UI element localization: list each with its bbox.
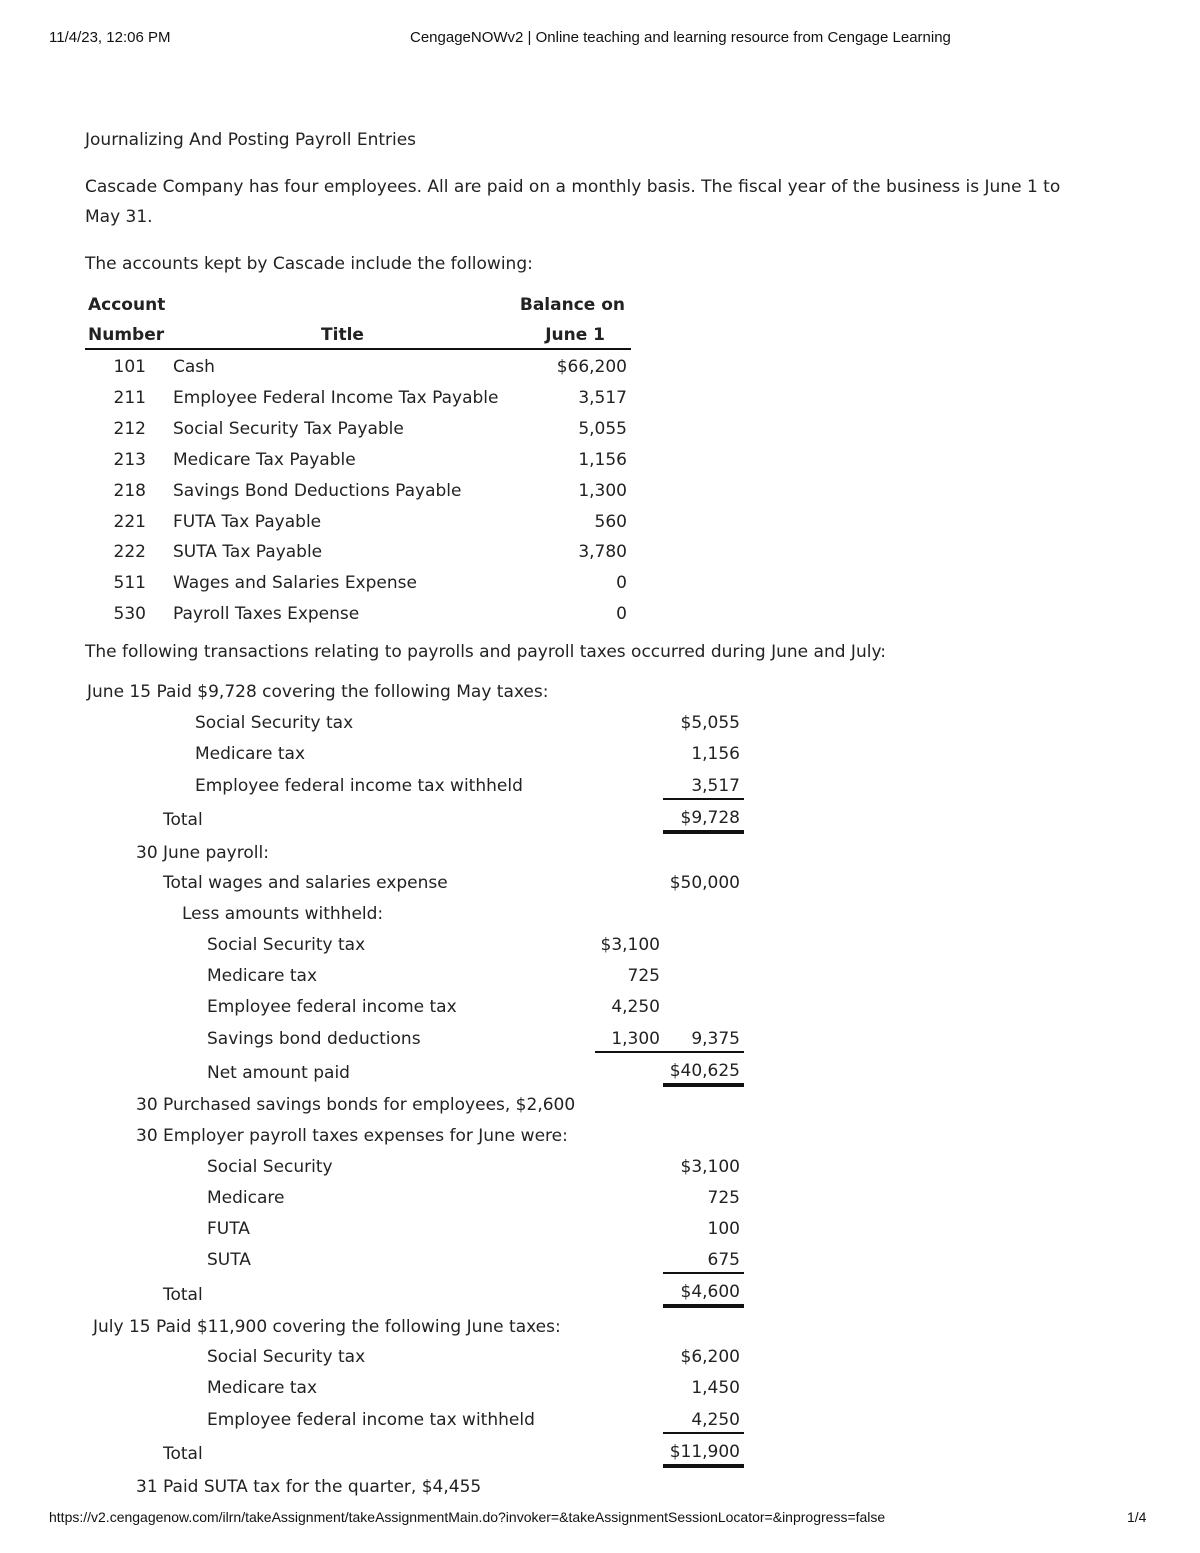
header-rule	[85, 348, 631, 350]
account-balance: 3,517	[578, 388, 627, 408]
line-item-amount: $3,100	[680, 1157, 740, 1177]
double-rule	[663, 1083, 744, 1087]
col-header-number: Number	[88, 325, 165, 345]
line-item-amount: $5,055	[680, 713, 740, 733]
double-rule	[663, 830, 744, 834]
line-item-label: Social Security	[207, 1157, 333, 1177]
account-title: Payroll Taxes Expense	[173, 604, 360, 624]
line-item-amount: 1,450	[691, 1378, 740, 1398]
transaction-label: 30 June payroll:	[136, 843, 269, 863]
total-label: Total	[163, 1444, 203, 1464]
total-amount: $4,600	[680, 1282, 740, 1302]
line-item-amount: 1,156	[691, 744, 740, 764]
transaction-july31: 31 Paid SUTA tax for the quarter, $4,455	[136, 1477, 482, 1497]
account-title: FUTA Tax Payable	[173, 512, 322, 532]
account-number: 101	[113, 357, 146, 377]
transaction-label: July 15 Paid $11,900 covering the following June taxes:	[93, 1317, 561, 1337]
wages-amount: $50,000	[669, 873, 740, 893]
subtotal-rule	[663, 798, 744, 800]
col-header-balance: Balance on	[519, 295, 625, 315]
line-item-label: SUTA	[207, 1250, 251, 1270]
withheld-amount: 4,250	[611, 997, 660, 1017]
account-title: SUTA Tax Payable	[173, 542, 323, 562]
intro-line-1: Cascade Company has four employees. All are paid on a monthly basis. The fiscal year of the business is June 1 to	[85, 177, 1061, 197]
account-balance: 0	[616, 604, 627, 624]
total-label: Total	[163, 1285, 203, 1305]
line-item-label: Medicare tax	[195, 744, 306, 764]
total-label: Total	[163, 810, 203, 830]
line-item-label: Employee federal income tax withheld	[207, 1410, 535, 1430]
account-title: Employee Federal Income Tax Payable	[173, 388, 499, 408]
transaction-label: June 15 Paid $9,728 covering the following May taxes:	[87, 682, 549, 702]
account-title: Medicare Tax Payable	[173, 450, 356, 470]
print-page-number: 1/4	[1127, 1509, 1147, 1525]
account-balance: 0	[616, 573, 627, 593]
withheld-label: Employee federal income tax	[207, 997, 457, 1017]
account-number: 213	[113, 450, 146, 470]
col-header-june1: June 1	[545, 325, 605, 345]
withheld-label: Savings bond deductions	[207, 1029, 421, 1049]
double-rule	[663, 1304, 744, 1308]
line-item-amount: 675	[707, 1250, 740, 1270]
line-item-label: Medicare	[207, 1188, 285, 1208]
account-title: Cash	[173, 357, 215, 377]
withheld-amount: 725	[627, 966, 660, 986]
net-label: Net amount paid	[207, 1063, 350, 1083]
transaction-label: 30 Employer payroll taxes expenses for June were:	[136, 1126, 568, 1146]
line-item-label: FUTA	[207, 1219, 250, 1239]
account-title: Social Security Tax Payable	[173, 419, 404, 439]
line-item-amount: 100	[707, 1219, 740, 1239]
double-rule	[663, 1464, 744, 1468]
account-title: Wages and Salaries Expense	[173, 573, 417, 593]
account-balance: 5,055	[578, 419, 627, 439]
account-balance: 1,300	[578, 481, 627, 501]
transaction-june30-bonds: 30 Purchased savings bonds for employees, $2,600	[136, 1095, 576, 1115]
subtotal-rule	[663, 1272, 744, 1274]
withheld-total: 9,375	[691, 1029, 740, 1049]
net-amount: $40,625	[669, 1061, 740, 1081]
transactions-intro: The following transactions relating to payrolls and payroll taxes occurred during June and July:	[85, 642, 886, 662]
line-item-label: Social Security tax	[195, 713, 354, 733]
subtotal-rule	[663, 1432, 744, 1434]
intro-line-2: May 31.	[85, 207, 153, 227]
line-item-amount: 725	[707, 1188, 740, 1208]
account-number: 221	[113, 512, 146, 532]
col-header-account: Account	[88, 295, 166, 315]
subtotal-rule	[595, 1051, 744, 1053]
accounts-intro: The accounts kept by Cascade include the following:	[85, 254, 533, 274]
line-item-amount: 4,250	[691, 1410, 740, 1430]
withheld-amount: $3,100	[600, 935, 660, 955]
less-withheld-label: Less amounts withheld:	[182, 904, 384, 924]
withheld-amount: 1,300	[611, 1029, 660, 1049]
account-balance: 3,780	[578, 542, 627, 562]
account-balance: 560	[594, 512, 627, 532]
account-balance: $66,200	[556, 357, 627, 377]
print-datetime: 11/4/23, 12:06 PM	[49, 29, 171, 46]
line-item-label: Medicare tax	[207, 1378, 318, 1398]
line-item-amount: $6,200	[680, 1347, 740, 1367]
page-title: Journalizing And Posting Payroll Entries	[85, 130, 417, 150]
account-number: 211	[113, 388, 146, 408]
account-number: 212	[113, 419, 146, 439]
withheld-label: Medicare tax	[207, 966, 318, 986]
line-item-label: Employee federal income tax withheld	[195, 776, 523, 796]
account-number: 222	[113, 542, 146, 562]
print-url[interactable]: https://v2.cengagenow.com/ilrn/takeAssignment/takeAssignmentMain.do?invoker=&takeAssignmentSessionLocator=&inprogress=false	[49, 1509, 886, 1525]
line-item-label: Social Security tax	[207, 1347, 366, 1367]
account-number: 511	[113, 573, 146, 593]
total-amount: $9,728	[680, 808, 740, 828]
withheld-label: Social Security tax	[207, 935, 366, 955]
account-number: 530	[113, 604, 146, 624]
line-item-amount: 3,517	[691, 776, 740, 796]
print-page-title: CengageNOWv2 | Online teaching and learning resource from Cengage Learning	[410, 29, 951, 46]
total-amount: $11,900	[669, 1442, 740, 1462]
account-title: Savings Bond Deductions Payable	[173, 481, 462, 501]
wages-label: Total wages and salaries expense	[163, 873, 448, 893]
account-number: 218	[113, 481, 146, 501]
account-balance: 1,156	[578, 450, 627, 470]
col-header-title: Title	[321, 325, 364, 345]
